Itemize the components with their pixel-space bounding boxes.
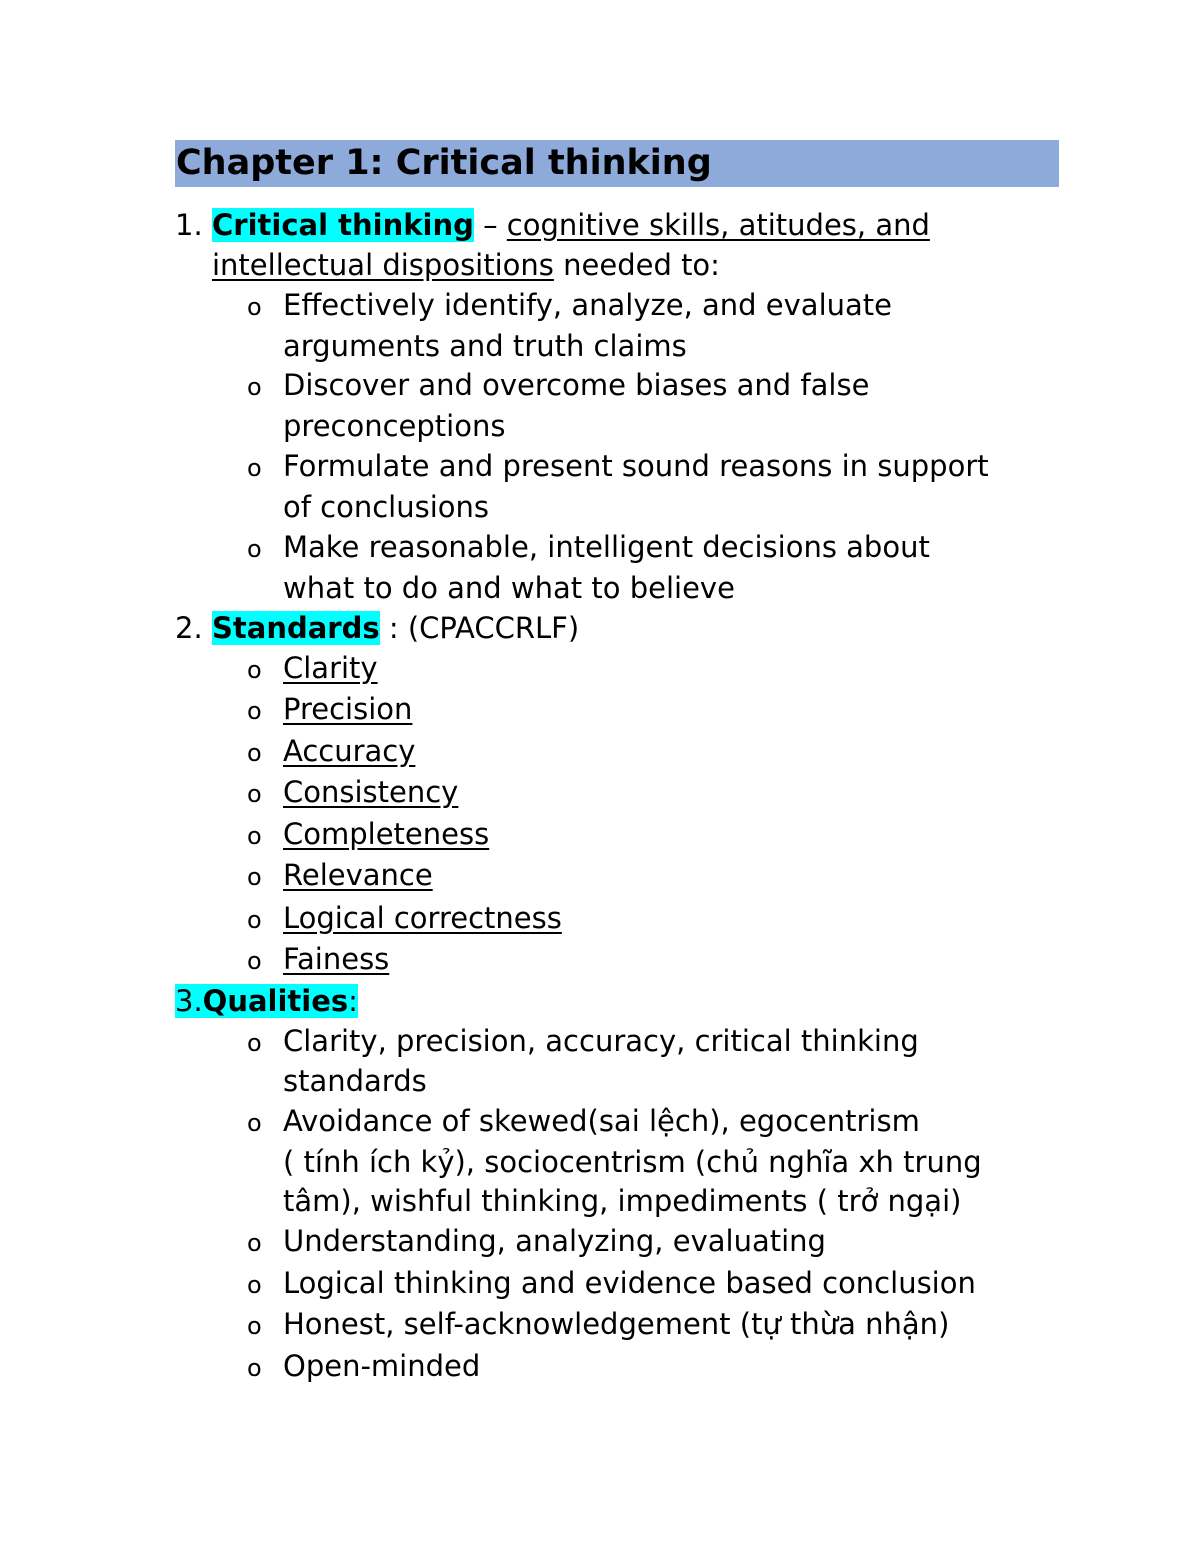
section-2-term: Standards <box>212 611 380 645</box>
section-1-number: 1. <box>175 208 203 242</box>
chapter-title: Chapter 1: Critical thinking <box>175 140 1059 187</box>
bullet-marker: o <box>247 454 262 482</box>
section-2-heading-line <box>212 608 579 648</box>
section-1-definition-rest: needed to: <box>553 248 720 282</box>
bullet-marker: o <box>247 293 262 321</box>
standard-completeness: Completeness <box>283 817 490 851</box>
standard-logical-correctness: Logical correctness <box>283 901 562 935</box>
bullet-marker: o <box>247 1029 262 1057</box>
standard-relevance: Relevance <box>283 858 433 892</box>
section-1-definition-line2 <box>212 245 720 285</box>
section-3-bullet-6: Open-minded <box>283 1349 481 1383</box>
bullet-marker: o <box>247 780 262 808</box>
bullet-marker: o <box>247 1312 262 1340</box>
bullet-marker: o <box>247 822 262 850</box>
section-1-term: Critical thinking <box>212 208 474 242</box>
section-3-bullet-5: Honest, self-acknowledgement (tự thừa nhận) <box>283 1307 950 1341</box>
section-3-heading-line <box>175 981 358 1021</box>
section-1-bullet-1-line-1: Effectively identify, analyze, and evaluate <box>283 288 892 322</box>
bullet-marker: o <box>247 863 262 891</box>
bullet-marker: o <box>247 1271 262 1299</box>
section-1-definition-underlined: intellectual dispositions <box>212 248 554 282</box>
section-1-bullet-1-line-2: arguments and truth claims <box>283 329 687 363</box>
section-3-bullet-2-line-2: ( tính ích kỷ), sociocentrism (chủ nghĩa xh trung <box>283 1145 982 1179</box>
bullet-marker: o <box>247 947 262 975</box>
bullet-marker: o <box>247 535 262 563</box>
standard-consistency: Consistency <box>283 775 459 809</box>
section-1-bullet-2-line-2: preconceptions <box>283 409 506 443</box>
section-3-bullet-4: Logical thinking and evidence based conclusion <box>283 1266 976 1300</box>
section-2-number: 2. <box>175 611 203 645</box>
section-1-heading-line <box>212 205 930 245</box>
section-3-term: Qualities <box>202 984 349 1018</box>
section-1-definition-line1: cognitive skills, atitudes, and <box>506 208 930 242</box>
section-3-bullet-3: Understanding, analyzing, evaluating <box>283 1224 826 1258</box>
bullet-marker: o <box>247 1354 262 1382</box>
section-2-suffix: : (CPACCRLF) <box>379 611 580 645</box>
bullet-marker: o <box>247 739 262 767</box>
section-1-bullet-3-line-2: of conclusions <box>283 490 490 524</box>
bullet-marker: o <box>247 906 262 934</box>
bullet-marker: o <box>247 656 262 684</box>
bullet-marker: o <box>247 1109 262 1137</box>
section-3-bullet-1-line-2: standards <box>283 1064 427 1098</box>
section-1-bullet-4-line-1: Make reasonable, intelligent decisions about <box>283 530 930 564</box>
standard-precision: Precision <box>283 692 413 726</box>
section-3-number: 3. <box>175 984 203 1018</box>
standard-clarity: Clarity <box>283 651 378 685</box>
bullet-marker: o <box>247 697 262 725</box>
section-1-bullet-4-line-2: what to do and what to believe <box>283 571 735 605</box>
standard-fainess: Fainess <box>283 942 390 976</box>
bullet-marker: o <box>247 1229 262 1257</box>
section-3-bullet-1-line-1: Clarity, precision, accuracy, critical thinking <box>283 1024 919 1058</box>
section-3-bullet-2-line-1: Avoidance of skewed(sai lệch), egocentrism <box>283 1104 920 1138</box>
bullet-marker: o <box>247 373 262 401</box>
section-1-bullet-2-line-1: Discover and overcome biases and false <box>283 368 870 402</box>
section-1-bullet-3-line-1: Formulate and present sound reasons in support <box>283 449 989 483</box>
section-3-bullet-2-line-3: tâm), wishful thinking, impediments ( trở ngại) <box>283 1184 962 1218</box>
standard-accuracy: Accuracy <box>283 734 416 768</box>
section-3-suffix: : <box>348 984 358 1018</box>
section-1-dash: – <box>473 208 507 242</box>
